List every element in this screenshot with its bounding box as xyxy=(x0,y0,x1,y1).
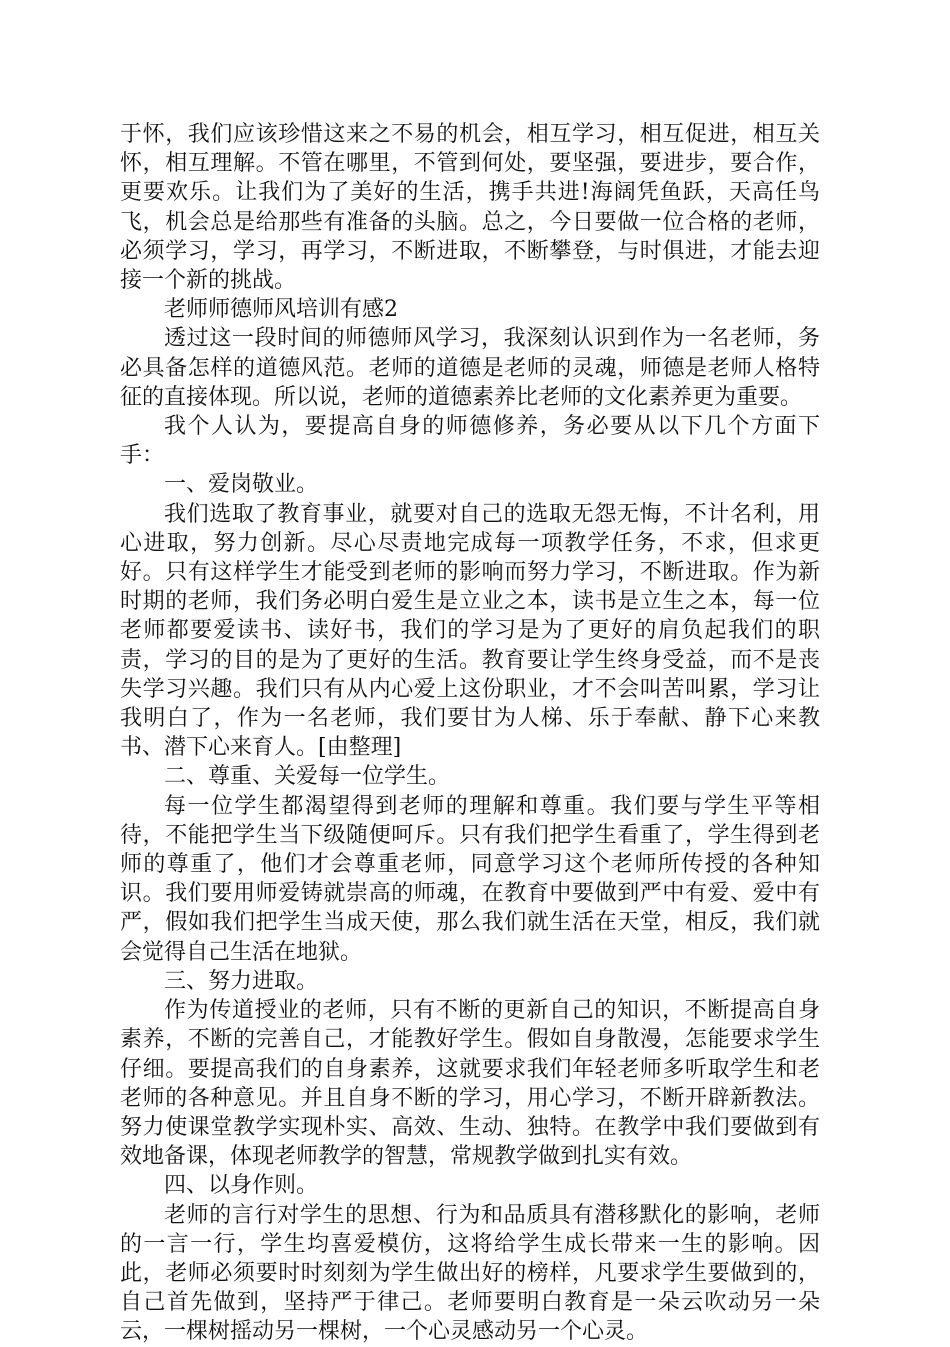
document-body xyxy=(120,120,820,1347)
section-heading: 一、爱岗敬业。 xyxy=(164,472,319,498)
section-heading: 三、努力进取。 xyxy=(164,968,319,994)
paragraph: 作为传道授业的老师，只有不断的更新自己的知识，不断提高自身素养，不断的完善自己，才能教好学生。假如自身散漫，怎能要求学生仔细。要提高我们的自身素养，这就要求我们年轻老师多听取学生和老老师的各种意见。并且自身不断的学习，用心学习，不断开辟新教法。努力使课堂教学实现朴实、高效、生动、独特。在教学中我们要做到有效地备课，体现老师教学的智慧，常规教学做到扎实有效。 xyxy=(120,998,820,1170)
paragraph: 我个人认为，要提高自身的师德修养，务必要从以下几个方面下手： xyxy=(120,414,820,469)
paragraph: 于怀，我们应该珍惜这来之不易的机会，相互学习，相互促进，相互关怀，相互理解。不管在哪里，不管到何处，要坚强，要进步，要合作，更要欢乐。让我们为了美好的生活，携手共进!海阔凭鱼跃，天高任鸟飞，机会总是给那些有准备的头脑。总之，今日要做一位合格的老师，必须学习，学习，再学习，不断进取，不断攀登，与时俱进，才能去迎接一个新的挑战。 xyxy=(120,122,820,294)
paragraph: 我们选取了教育事业，就要对自己的选取无怨无悔，不计名利，用心进取，努力创新。尽心尽责地完成每一项教学任务，不求，但求更好。只有这样学生才能受到老师的影响而努力学习，不断进取。作为新时期的老师，我们务必明白爱生是立业之本，读书是立生之本，每一位老师都要爱读书、读好书，我们的学习是为了更好的肩负起我们的职责，学习的目的是为了更好的生活。教育要让学生终身受益，而不是丧失学习兴趣。我们只有从内心爱上这份职业，才不会叫苦叫累，学习让我明白了，作为一名老师，我们要甘为人梯、乐于奉献、静下心来教书、潜下心来育人。[由整理] xyxy=(120,501,820,761)
section-title: 老师师德师风培训有感2 xyxy=(164,297,398,323)
section-heading: 四、以身作则。 xyxy=(164,1173,319,1199)
section-heading: 二、尊重、关爱每一位学生。 xyxy=(164,764,451,790)
paragraph: 透过这一段时间的师德师风学习，我深刻认识到作为一名老师，务必具备怎样的道德风范。老师的道德是老师的灵魂，师德是老师人格特征的直接体现。所以说，老师的道德素养比老师的文化素养更为重要。 xyxy=(120,326,820,410)
paragraph: 每一位学生都渴望得到老师的理解和尊重。我们要与学生平等相待，不能把学生当下级随便呵斥。只有我们把学生看重了，学生得到老师的尊重了，他们才会尊重老师，同意学习这个老师所传授的各种知识。我们要用师爱铸就崇高的师魂，在教育中要做到严中有爱、爱中有严，假如我们把学生当成天使，那么我们就生活在天堂，相反，我们就会觉得自己生活在地狱。 xyxy=(120,793,820,965)
paragraph: 老师的言行对学生的思想、行为和品质具有潜移默化的影响，老师的一言一行，学生均喜爱模仿，这将给学生成长带来一生的影响。因此，老师必须要时时刻刻为学生做出好的榜样，凡要求学生要做到的，自己首先做到，坚持严于律己。老师要明白教育是一朵云吹动另一朵云，一棵树摇动另一棵树，一个心灵感动另一个心灵。 xyxy=(120,1202,820,1345)
